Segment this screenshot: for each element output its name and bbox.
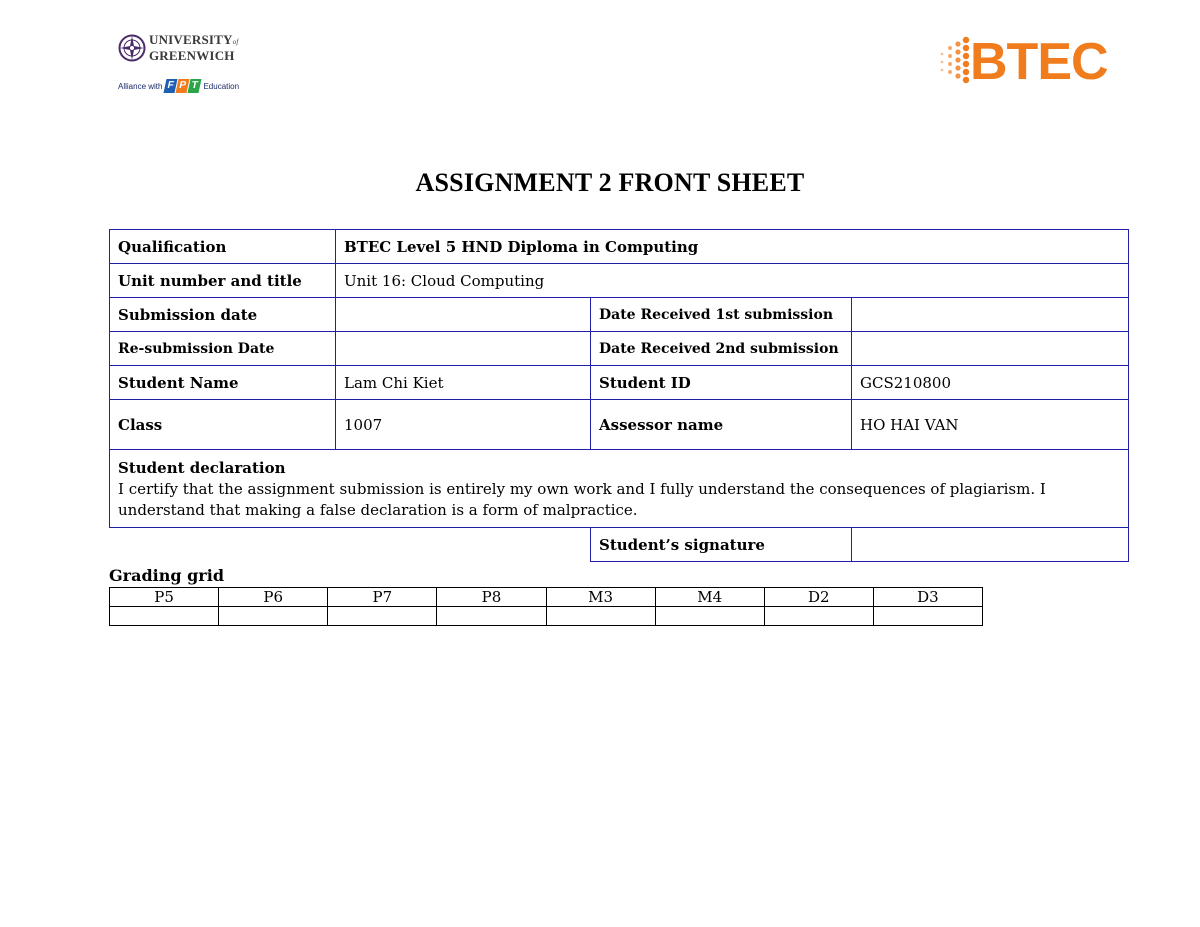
grading-grid-title: Grading grid [109, 566, 224, 585]
compass-crest-icon [118, 34, 146, 62]
university-name-line2: GREENWICH [149, 48, 235, 63]
qualification-value: BTEC Level 5 HND Diploma in Computing [336, 230, 1129, 264]
declaration-title: Student declaration [118, 459, 286, 477]
resubmission-date-label: Re-submission Date [110, 332, 336, 366]
signature-spacer [110, 528, 591, 562]
front-sheet-table [109, 229, 1129, 562]
unit-value: Unit 16: Cloud Computing [336, 264, 1129, 298]
university-name-line1: UNIVERSITY [149, 32, 233, 47]
unit-label: Unit number and title [110, 264, 336, 298]
university-name-of: of [232, 38, 239, 46]
signature-row [110, 528, 1129, 562]
date-received-2-field[interactable] [852, 332, 1129, 366]
grading-grid-header-row [110, 588, 983, 607]
grade-value-p7[interactable] [328, 607, 437, 626]
grade-value-d2[interactable] [764, 607, 873, 626]
signature-label: Student’s signature [591, 528, 852, 562]
declaration-cell [110, 450, 1129, 528]
grade-criterion-m3: M3 [546, 588, 655, 607]
date-received-1-label: Date Received 1st submission [591, 298, 852, 332]
signature-field[interactable] [852, 528, 1129, 562]
submission-date-label: Submission date [110, 298, 336, 332]
fpt-letter-f: F [164, 79, 178, 93]
grade-value-m4[interactable] [655, 607, 764, 626]
declaration-row [110, 450, 1129, 528]
class-value: 1007 [336, 400, 591, 450]
fpt-letter-t: T [188, 79, 202, 93]
grade-value-p8[interactable] [437, 607, 546, 626]
grade-criterion-p8: P8 [437, 588, 546, 607]
grade-criterion-p5: P5 [110, 588, 219, 607]
submission-date-field[interactable] [336, 298, 591, 332]
qualification-row [110, 230, 1129, 264]
unit-row [110, 264, 1129, 298]
resubmission-date-field[interactable] [336, 332, 591, 366]
alliance-row [118, 78, 239, 94]
student-name-value: Lam Chi Kiet [336, 366, 591, 400]
university-name [149, 33, 239, 62]
grade-criterion-p6: P6 [219, 588, 328, 607]
grade-criterion-p7: P7 [328, 588, 437, 607]
fpt-logo [165, 79, 200, 93]
declaration-text: I certify that the assignment submission is entirely my own work and I fully understand the consequences of plagiarism. I understand that making a false declaration is a form of malpractice. [118, 480, 1046, 519]
student-name-label: Student Name [110, 366, 336, 400]
btec-logo [936, 30, 1122, 96]
student-id-label: Student ID [591, 366, 852, 400]
btec-dots-icon [936, 32, 972, 92]
grade-criterion-d3: D3 [873, 588, 982, 607]
grade-value-p6[interactable] [219, 607, 328, 626]
student-row [110, 366, 1129, 400]
resubmission-row [110, 332, 1129, 366]
grading-grid-value-row [110, 607, 983, 626]
date-received-2-label: Date Received 2nd submission [591, 332, 852, 366]
grade-criterion-m4: M4 [655, 588, 764, 607]
grade-criterion-d2: D2 [764, 588, 873, 607]
class-row [110, 400, 1129, 450]
student-id-value: GCS210800 [852, 366, 1129, 400]
class-label: Class [110, 400, 336, 450]
alliance-text: Alliance with [118, 81, 163, 91]
btec-wordmark: BTEC [970, 33, 1108, 91]
university-of-greenwich-logo [118, 32, 258, 94]
date-received-1-field[interactable] [852, 298, 1129, 332]
assessor-value: HO HAI VAN [852, 400, 1129, 450]
qualification-label: Qualification [110, 230, 336, 264]
page-title: ASSIGNMENT 2 FRONT SHEET [415, 168, 805, 197]
grade-value-p5[interactable] [110, 607, 219, 626]
fpt-letter-p: P [176, 79, 190, 93]
grade-value-m3[interactable] [546, 607, 655, 626]
submission-row [110, 298, 1129, 332]
grading-grid-table [109, 587, 983, 626]
education-text: Education [203, 81, 240, 91]
grade-value-d3[interactable] [873, 607, 982, 626]
assessor-label: Assessor name [591, 400, 852, 450]
